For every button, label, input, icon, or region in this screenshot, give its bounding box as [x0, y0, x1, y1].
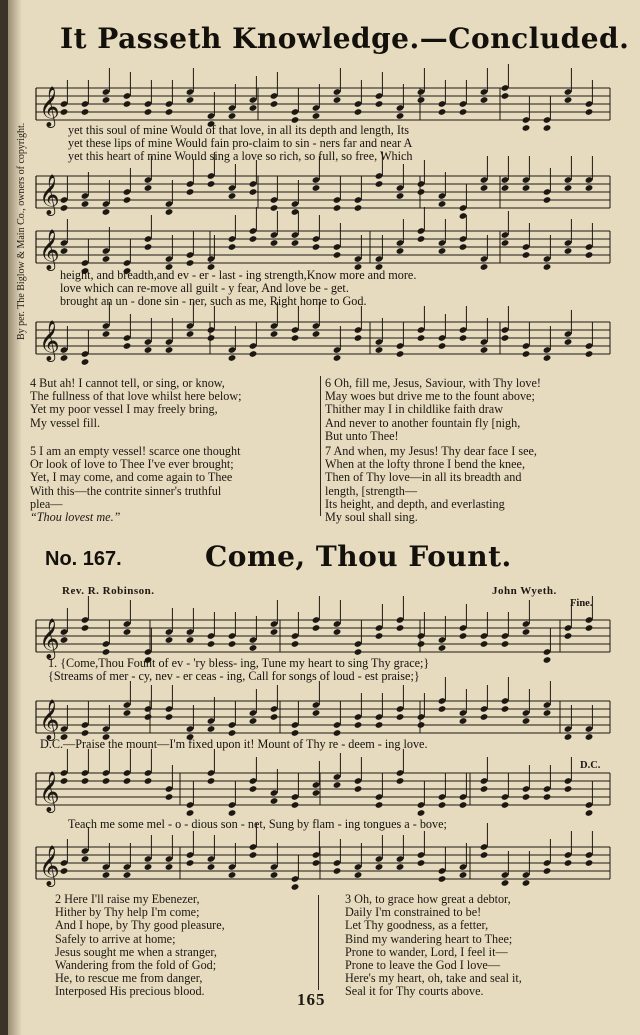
note-head [102, 648, 111, 656]
verse-line: 5 I am an empty vessel! scarce one thought [30, 444, 241, 458]
note-head [270, 797, 279, 805]
note-head [228, 871, 237, 879]
note-head [396, 350, 405, 358]
note-head [228, 354, 237, 362]
note-head [312, 243, 321, 251]
note-head [186, 809, 195, 817]
note-head [354, 871, 363, 879]
note-head [207, 863, 216, 871]
note-head [207, 334, 216, 342]
note-head [270, 628, 279, 636]
note-head [249, 644, 258, 652]
note-head [354, 721, 363, 729]
note-head [417, 859, 426, 867]
note-head [186, 330, 195, 338]
hymn2-s1-lyric-line-1: 1. {Come,Thou Fount of ev - 'ry bless- ing, Tune my heart to sing Thy grace;} [48, 656, 430, 670]
verse-line: Yet, I may come, and come again to Thee [30, 470, 233, 485]
hymn2-s1-lyric-line-2: {Streams of mer - cy, nev - er ceas - ing, Call for songs of loud - est praise;} [48, 669, 420, 683]
note-head [501, 184, 510, 192]
note-head [207, 180, 216, 188]
note-head [312, 859, 321, 867]
note-head [291, 801, 300, 809]
note-head [564, 96, 573, 104]
note-head [480, 184, 489, 192]
verse-line: But unto Thee! [325, 428, 399, 443]
note-head [564, 247, 573, 255]
dc-marking: D.C. [580, 760, 601, 771]
note-head [102, 208, 111, 216]
note-head [291, 640, 300, 648]
clef-icon: 𝄞 [39, 174, 60, 215]
verse-line: The fullness of that love whilst here below; [30, 389, 242, 404]
note-head [186, 188, 195, 196]
note-head [585, 350, 594, 358]
note-head [522, 124, 531, 132]
verse-line: And never to another fountain fly [nigh, [325, 415, 521, 430]
note-head [333, 204, 342, 212]
note-head [81, 200, 90, 208]
verse-line: Prone to wander, Lord, I feel it— [345, 944, 508, 959]
note-head [312, 789, 321, 797]
note-head [459, 334, 468, 342]
note-head [60, 354, 69, 362]
note-head [228, 243, 237, 251]
note-head [228, 729, 237, 737]
hymn2-dc-lyric: D.C.—Praise the mount—I'm fixed upon it! Mount of Thy re - deem - ing love. [40, 737, 428, 751]
note-head [312, 624, 321, 632]
note-head [354, 108, 363, 116]
verse-line: plea— [30, 496, 63, 511]
note-head [396, 112, 405, 120]
note-head [522, 793, 531, 801]
note-head [396, 192, 405, 200]
note-head [564, 184, 573, 192]
hymn2-title: Come, Thou Fount. [205, 540, 512, 573]
clef-icon: 𝄞 [39, 699, 60, 740]
verse-line: Bind my wandering heart to Thee; [345, 931, 513, 946]
verse-line: Wandering from the fold of God; [55, 958, 217, 973]
note-head [144, 108, 153, 116]
verse-line: My soul shall sing. [325, 510, 418, 525]
note-head [375, 721, 384, 729]
note-head [585, 184, 594, 192]
note-head [165, 636, 174, 644]
note-head [396, 247, 405, 255]
note-head [207, 725, 216, 733]
note-head [459, 871, 468, 879]
note-head [459, 243, 468, 251]
note-head [165, 793, 174, 801]
note-head [249, 717, 258, 725]
hymn2-author-words: Rev. R. Robinson. [62, 585, 155, 597]
note-head [543, 867, 552, 875]
note-head [543, 124, 552, 132]
clef-icon: 𝄞 [39, 771, 60, 812]
note-head [81, 729, 90, 737]
note-head [291, 883, 300, 891]
verse-line: And I hope, by Thy good pleasure, [55, 918, 225, 933]
note-head [480, 263, 489, 271]
verse-line: 4 But ah! I cannot tell, or sing, or know, [30, 376, 225, 390]
note-head [564, 733, 573, 741]
note-head [480, 346, 489, 354]
hymn2-verse-3 [345, 893, 522, 999]
note-head [60, 204, 69, 212]
note-head [438, 801, 447, 809]
note-head [102, 871, 111, 879]
hymn1-verse-6 [325, 377, 541, 443]
note-head [249, 235, 258, 243]
note-head [291, 239, 300, 247]
verse-line: Let Thy goodness, as a fetter, [345, 918, 489, 933]
note-head [123, 871, 132, 879]
note-head [375, 632, 384, 640]
note-head [459, 632, 468, 640]
note-head [165, 346, 174, 354]
verse-line: “Thou lovest me.” [30, 510, 121, 525]
verse-line: Interposed His precious blood. [55, 984, 205, 999]
verse-line: Its height, and depth, and everlasting [325, 496, 505, 511]
verse-line: 2 Here I'll raise my Ebenezer, [55, 892, 200, 906]
note-head [186, 859, 195, 867]
note-head [585, 624, 594, 632]
note-head [501, 92, 510, 100]
note-head [417, 809, 426, 817]
note-head [354, 204, 363, 212]
hymn1-s2-lyric-line-3: brought an un - done sin - ner, such as me, Right home to God. [60, 294, 367, 308]
note-head [501, 879, 510, 887]
verse-line: When at the lofty throne I bend the knee, [325, 457, 526, 472]
note-head [480, 96, 489, 104]
verse-line: He, to rescue me from danger, [55, 971, 203, 986]
note-head [417, 334, 426, 342]
verse-line: May woes but drive me to the fount above; [325, 389, 535, 404]
note-head [417, 235, 426, 243]
note-head [501, 239, 510, 247]
hymn1-verse-7 [325, 445, 537, 524]
note-head [333, 867, 342, 875]
note-head [459, 717, 468, 725]
verse-column-divider [320, 376, 321, 516]
note-head [333, 729, 342, 737]
note-head [522, 350, 531, 358]
note-head [333, 251, 342, 259]
verse-line: My vessel fill. [30, 415, 101, 430]
hymn1-title: It Passeth Knowledge.—Concluded. [60, 22, 630, 55]
note-head [501, 801, 510, 809]
note-head [144, 243, 153, 251]
note-head [501, 334, 510, 342]
note-head [564, 632, 573, 640]
note-head [81, 777, 90, 785]
note-head [501, 705, 510, 713]
note-head [459, 801, 468, 809]
note-head [81, 855, 90, 863]
note-head [249, 785, 258, 793]
note-head [501, 640, 510, 648]
note-head [522, 184, 531, 192]
verse-line: Prone to leave the God I love— [345, 958, 501, 973]
note-head [144, 713, 153, 721]
hymn2-author-music: John Wyeth. [492, 585, 557, 597]
note-head [417, 721, 426, 729]
note-head [480, 713, 489, 721]
note-head [543, 709, 552, 717]
hymn1-s1-lyric-line-2: yet these lips of mine Would fain pro-claim to sin - ners far and near A [68, 136, 413, 150]
verse-line: Seal it for Thy courts above. [345, 984, 484, 999]
note-head [144, 184, 153, 192]
note-head [480, 640, 489, 648]
verse-column-divider [318, 895, 319, 990]
note-head [564, 859, 573, 867]
note-head [417, 640, 426, 648]
note-head [270, 713, 279, 721]
note-head [228, 192, 237, 200]
verse-line: Or look of love to Thee I've ever brought; [30, 457, 234, 472]
note-head [543, 793, 552, 801]
note-head [543, 656, 552, 664]
note-head [354, 648, 363, 656]
note-head [60, 108, 69, 116]
clef-icon: 𝄞 [39, 618, 60, 659]
hymn1-s1-lyric-line-3: yet this heart of mine Would sing a love so rich, so full, so free, Which [68, 149, 413, 163]
verse-line: 7 And when, my Jesus! Thy dear face I see, [325, 444, 537, 458]
note-head [123, 777, 132, 785]
note-head [375, 100, 384, 108]
note-head [312, 709, 321, 717]
note-head [396, 624, 405, 632]
hymn1-verse-4 [30, 377, 242, 430]
note-head [228, 640, 237, 648]
note-head [585, 809, 594, 817]
note-head [270, 204, 279, 212]
note-head [165, 863, 174, 871]
note-head [417, 188, 426, 196]
note-head [186, 96, 195, 104]
note-head [333, 781, 342, 789]
note-head [102, 96, 111, 104]
note-head [417, 96, 426, 104]
verse-line: With this—the contrite sinner's truthful [30, 483, 222, 498]
note-head [585, 108, 594, 116]
note-head [228, 809, 237, 817]
note-head [480, 851, 489, 859]
note-head [270, 330, 279, 338]
note-head [228, 112, 237, 120]
verse-line: length, [strength— [325, 483, 418, 498]
note-head [522, 717, 531, 725]
note-head [186, 259, 195, 267]
note-head [375, 180, 384, 188]
note-head [333, 628, 342, 636]
note-head [60, 636, 69, 644]
note-head [144, 346, 153, 354]
clef-icon: 𝄞 [39, 320, 60, 361]
verse-line: 3 Oh, to grace how great a debtor, [345, 892, 511, 906]
verse-line: 6 Oh, fill me, Jesus, Saviour, with Thy love! [325, 376, 541, 390]
note-head [375, 346, 384, 354]
note-head [375, 801, 384, 809]
page-number: 165 [297, 990, 326, 1009]
note-head [312, 330, 321, 338]
hymn2-number: No. 167. [45, 548, 122, 570]
note-head [333, 354, 342, 362]
verse-line: Then of Thy love—in all its breadth and [325, 470, 522, 485]
note-head [60, 777, 69, 785]
verse-line: Yet my poor vessel I may freely bring, [30, 402, 218, 417]
hymn2-verse-2 [55, 893, 225, 999]
verse-line: Safely to arrive at home; [55, 931, 176, 946]
clef-icon: 𝄞 [39, 229, 60, 270]
hymn1-verse-5 [30, 445, 241, 524]
note-head [291, 334, 300, 342]
note-head [165, 208, 174, 216]
note-head [81, 358, 90, 366]
note-head [438, 247, 447, 255]
note-head [312, 184, 321, 192]
verse-line: Jesus sought me when a stranger, [55, 944, 217, 959]
hymn1-s2-lyric-line-2: love which can re-move all guilt - y fear, And love be - get. [60, 281, 349, 295]
note-head [354, 785, 363, 793]
note-head [249, 851, 258, 859]
note-head [207, 777, 216, 785]
hymn1-s2-lyric-line-1: height, and breadth,and ev - er - last - ing strength,Know more and more. [60, 268, 417, 282]
note-head [522, 628, 531, 636]
note-head [396, 713, 405, 721]
note-head [312, 112, 321, 120]
note-head [396, 777, 405, 785]
clef-icon: 𝄞 [39, 845, 60, 886]
note-head [186, 636, 195, 644]
fine-marking: Fine. [570, 598, 593, 609]
note-head [438, 875, 447, 883]
note-head [270, 871, 279, 879]
note-head [480, 785, 489, 793]
verse-line: Daily I'm constrained to be! [345, 905, 482, 920]
note-head [81, 108, 90, 116]
note-head [543, 354, 552, 362]
note-head [123, 196, 132, 204]
note-head [102, 777, 111, 785]
copyright-notice: By per. The Biglow & Main Co., owners of copyright. [16, 122, 27, 340]
note-head [60, 247, 69, 255]
note-head [123, 709, 132, 717]
note-head [564, 785, 573, 793]
note-head [438, 342, 447, 350]
note-head [249, 104, 258, 112]
note-head [291, 729, 300, 737]
note-head [585, 733, 594, 741]
note-head [522, 251, 531, 259]
note-head [102, 255, 111, 263]
note-head [207, 640, 216, 648]
note-head [333, 96, 342, 104]
note-head [543, 196, 552, 204]
note-head [123, 628, 132, 636]
note-head [585, 859, 594, 867]
note-head [438, 108, 447, 116]
verse-line: Thither may I in childlike faith draw [325, 402, 504, 417]
note-head [123, 100, 132, 108]
note-head [564, 338, 573, 346]
note-head [438, 200, 447, 208]
hymn2-s2-lyric-line-1: Teach me some mel - o - dious son - net, Sung by flam - ing tongues a - bove; [68, 817, 447, 831]
note-head [438, 705, 447, 713]
note-head [522, 879, 531, 887]
note-head [375, 863, 384, 871]
note-head [438, 644, 447, 652]
note-head [459, 108, 468, 116]
note-head [270, 239, 279, 247]
clef-icon: 𝄞 [39, 86, 60, 127]
hymn1-s1-lyric-line-1: yet this soul of mine Would of that love, in all its depth and length, Its [68, 123, 410, 137]
note-head [144, 863, 153, 871]
note-head [249, 188, 258, 196]
note-head [165, 713, 174, 721]
note-head [396, 863, 405, 871]
verse-line: Here's my heart, oh, take and seal it, [345, 971, 522, 986]
note-head [102, 330, 111, 338]
note-head [60, 867, 69, 875]
note-head [270, 100, 279, 108]
note-head [144, 777, 153, 785]
note-head [81, 624, 90, 632]
note-head [354, 334, 363, 342]
note-head [585, 251, 594, 259]
verse-line: Hither by Thy help I'm come; [55, 905, 200, 920]
note-head [249, 350, 258, 358]
note-head [543, 263, 552, 271]
note-head [165, 108, 174, 116]
note-head [123, 342, 132, 350]
